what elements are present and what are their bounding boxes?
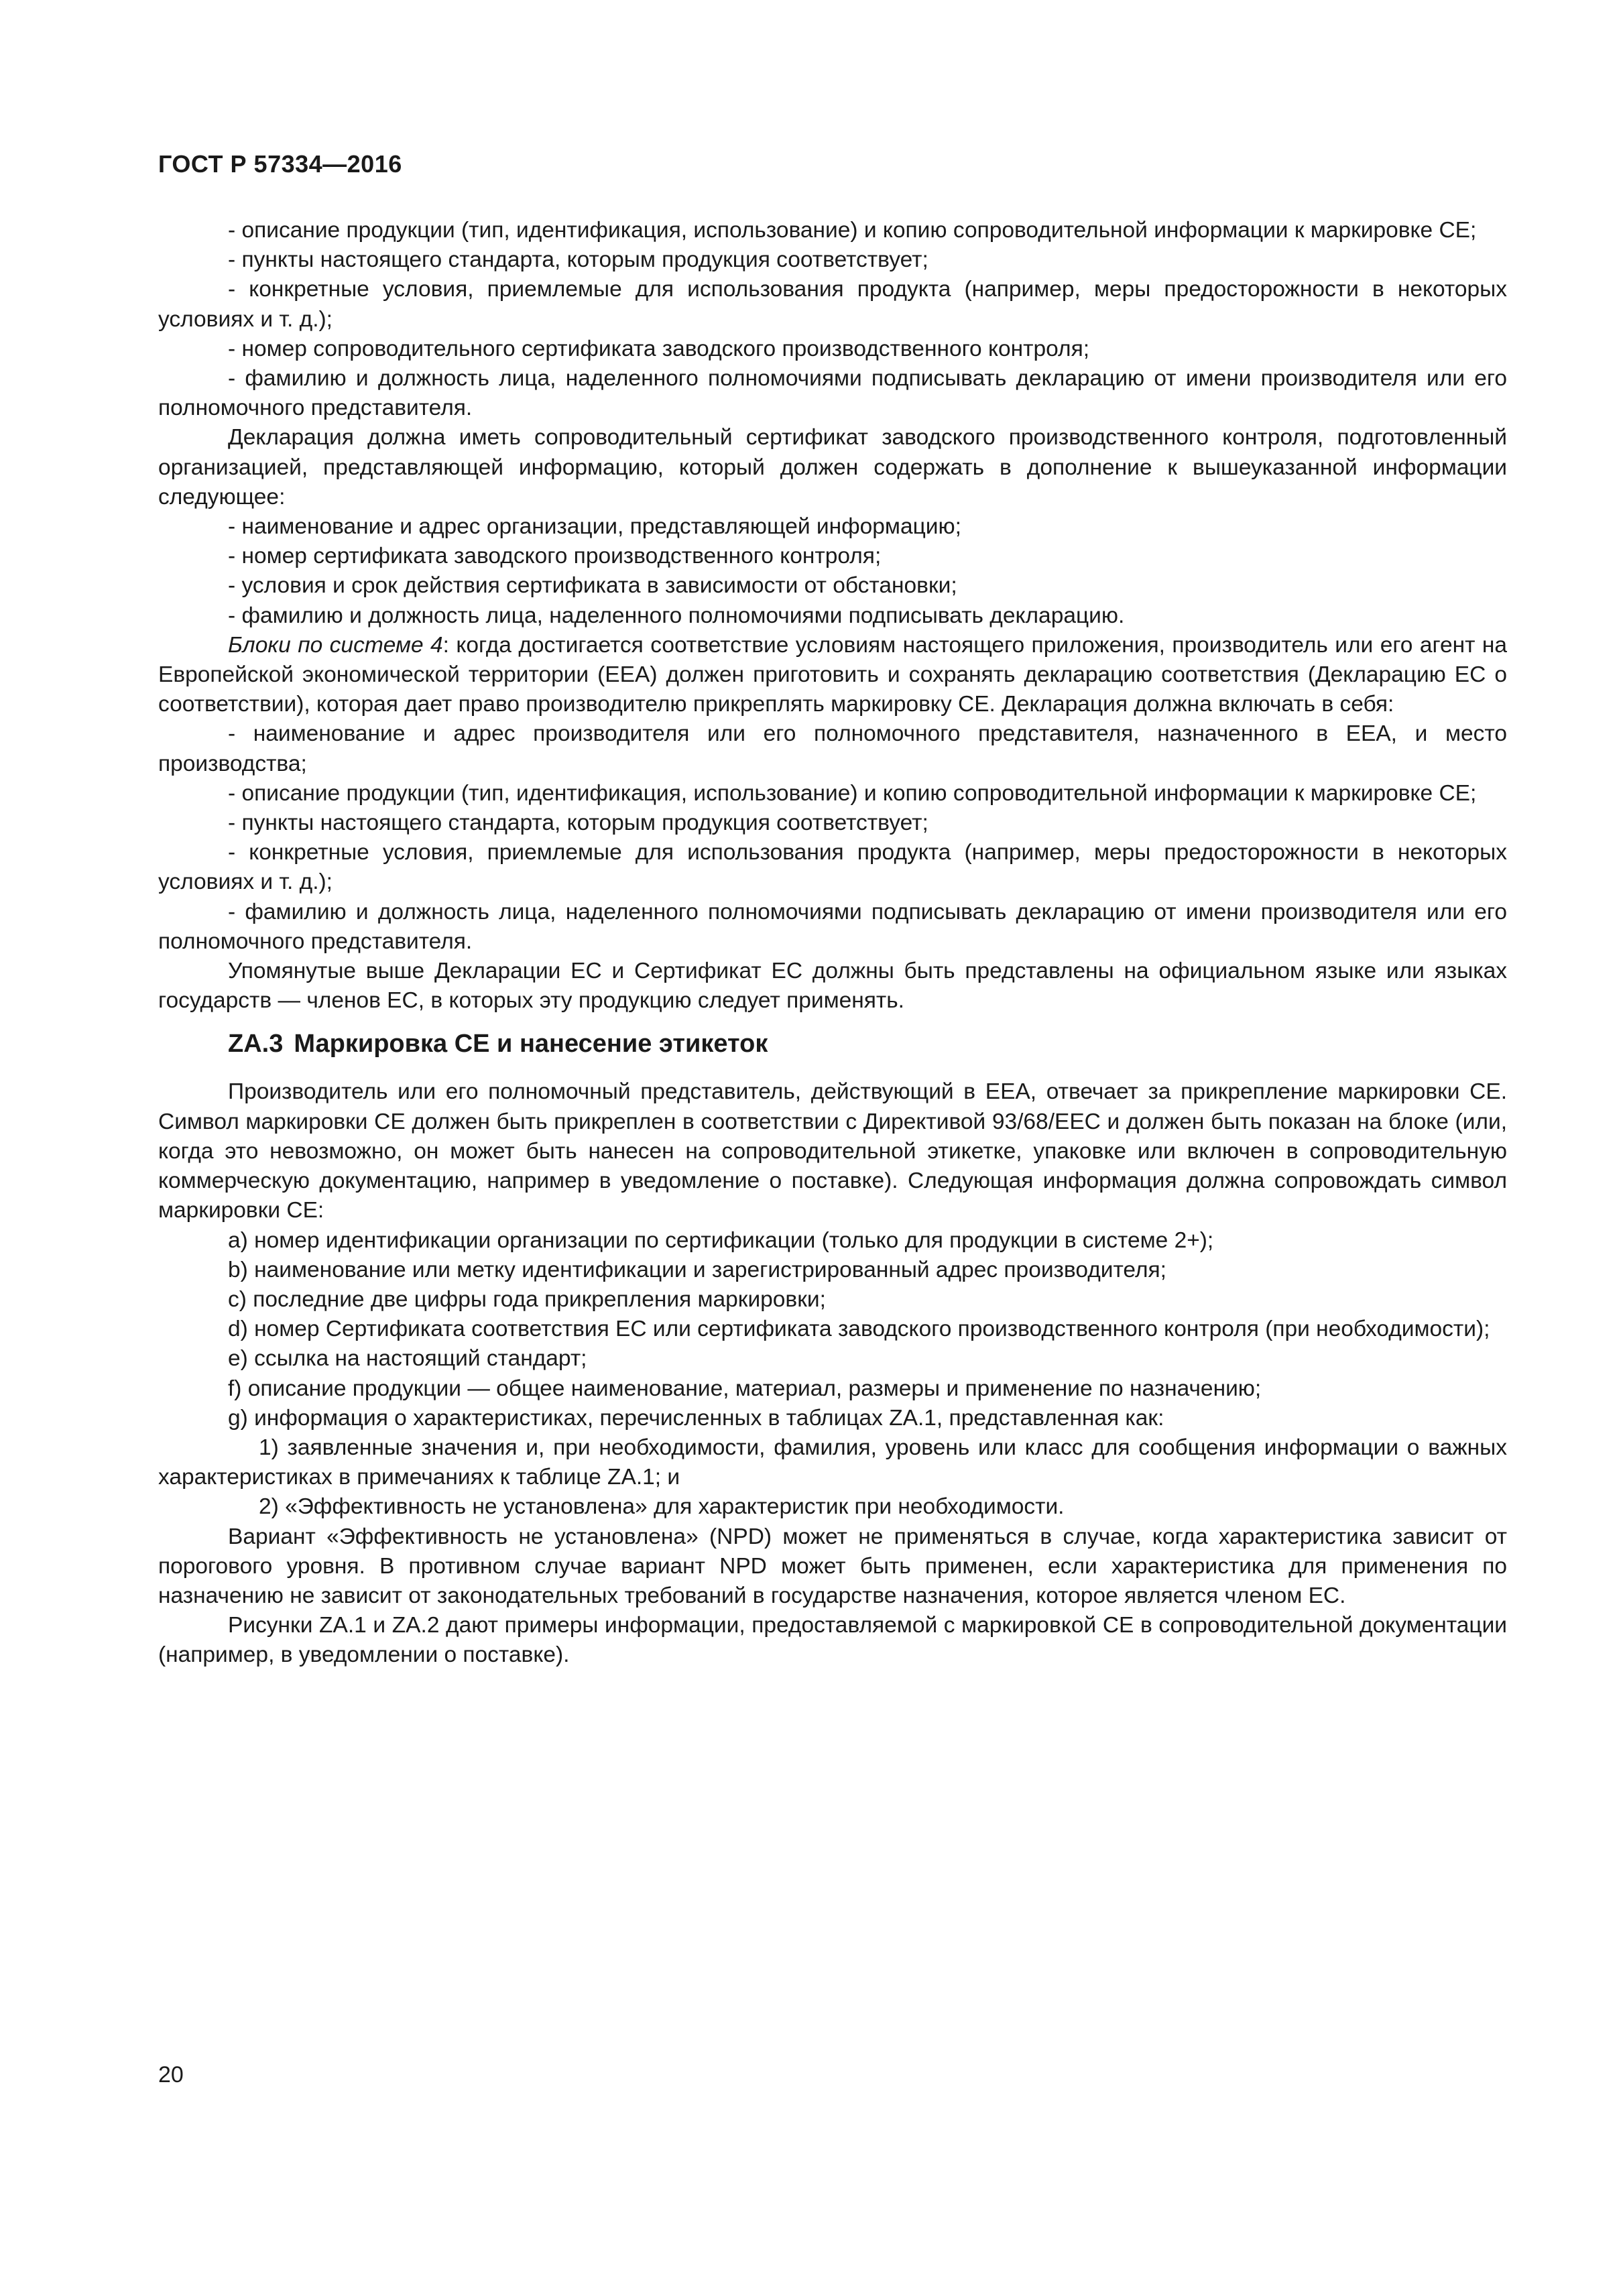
sub-item-1: 1) заявленные значения и, при необходимости, фамилия, уровень или класс для сообщения информации о важных характеристиках в примечаниях к таблице ZA.1; и <box>158 1435 1507 1490</box>
list-item-b: b) наименование или метку идентификации и зарегистрированный адрес производителя; <box>228 1257 1166 1282</box>
paragraph: - пункты настоящего стандарта, которым продукция соответствует; <box>228 810 928 836</box>
paragraph: - наименование и адрес организации, представляющей информацию; <box>228 514 961 540</box>
paragraph: Декларация должна иметь сопроводительный сертификат заводского производственного контроля, подготовленный организацией, представляющей информацию, который должен содержать в дополнение к вышеуказанной информации следующее: <box>158 425 1507 509</box>
list-item-c: c) последние две цифры года прикрепления маркировки; <box>228 1286 826 1312</box>
page-number: 20 <box>158 2062 184 2088</box>
paragraph: Производитель или его полномочный представитель, действующий в EEA, отвечает за прикрепление маркировки СЕ. Символ маркировки СЕ должен быть прикреплен в соответствии с Директивой 93/68/EEC и должен быть показан на блоке (или, когда это невозможно, он может быть нанесен на сопроводительной этикетке, упаковке или включен в сопроводительную коммерческую документацию, например в уведомление о поставке). Следующая информация должна сопровождать символ маркировки СЕ: <box>158 1079 1507 1223</box>
section-number: ZA.3 <box>228 1030 284 1059</box>
document-body <box>158 216 1507 1671</box>
paragraph-system4 <box>158 631 1507 720</box>
paragraph: - номер сертификата заводского производственного контроля; <box>228 544 882 569</box>
section-title: Маркировка СЕ и нанесение этикеток <box>294 1030 768 1059</box>
paragraph: - фамилию и должность лица, наделенного полномочиями подписывать декларацию. <box>228 603 1125 628</box>
italic-lead: Блоки по системе 4 <box>228 632 443 658</box>
paragraph: - фамилию и должность лица, наделенного полномочиями подписывать декларацию от имени производителя или его полномочного представителя. <box>158 366 1507 421</box>
list-item-f: f) описание продукции — общее наименование, материал, размеры и применение по назначению; <box>228 1376 1262 1401</box>
paragraph: - номер сопроводительного сертификата заводского производственного контроля; <box>228 336 1090 361</box>
section-heading <box>158 1028 1507 1060</box>
paragraph: Упомянутые выше Декларации ЕС и Сертификат ЕС должны быть представлены на официальном языке или языках государств — членов ЕС, в которых эту продукцию следует применять. <box>158 959 1507 1014</box>
paragraph: Рисунки ZA.1 и ZA.2 дают примеры информации, предоставляемой с маркировкой СЕ в сопроводительной документации (например, в уведомлении о поставке). <box>158 1613 1507 1668</box>
list-item-a: a) номер идентификации организации по сертификации (только для продукции в системе 2+); <box>228 1227 1214 1253</box>
paragraph: - конкретные условия, приемлемые для использования продукта (например, меры предосторожности в некоторых условиях и т. д.); <box>158 840 1507 895</box>
sub-item-2: 2) «Эффективность не установлена» для характеристик при необходимости. <box>259 1494 1065 1520</box>
paragraph: - описание продукции (тип, идентификация, использование) и копию сопроводительной информации к маркировке СЕ; <box>228 780 1477 806</box>
paragraph: - условия и срок действия сертификата в зависимости от обстановки; <box>228 573 957 599</box>
paragraph: - наименование и адрес производителя или его полномочного представителя, назначенного в EEA, и место производства; <box>158 721 1507 776</box>
paragraph: - пункты настоящего стандарта, которым продукция соответствует; <box>228 247 928 273</box>
list-item-e: e) ссылка на настоящий стандарт; <box>228 1346 587 1372</box>
document-code-header: ГОСТ Р 57334—2016 <box>158 150 402 178</box>
paragraph: - описание продукции (тип, идентификация, использование) и копию сопроводительной информации к маркировке СЕ; <box>228 218 1477 243</box>
paragraph: - конкретные условия, приемлемые для использования продукта (например, меры предосторожности в некоторых условиях и т. д.); <box>158 277 1507 332</box>
paragraph: - фамилию и должность лица, наделенного полномочиями подписывать декларацию от имени производителя или его полномочного представителя. <box>158 899 1507 954</box>
paragraph: Вариант «Эффективность не установлена» (NPD) может не применяться в случае, когда характеристика зависит от порогового уровня. В противном случае вариант NPD может быть применен, если характеристика для применения по назначению не зависит от законодательных требований в государстве назначения, которое является членом ЕС. <box>158 1524 1507 1608</box>
list-item-d: d) номер Сертификата соответствия ЕС или сертификата заводского производственного контроля (при необходимости); <box>228 1317 1490 1342</box>
list-item-g: g) информация о характеристиках, перечисленных в таблицах ZA.1, представленная как: <box>228 1405 1164 1431</box>
lead-rest: : когда достигается соответствие условиям настоящего приложения, производитель или его агент на Европейской экономической территории (EEA) должен приготовить и сохранять декларацию соответствия (Декларацию ЕС о соответствии), которая дает право производителю прикреплять маркировку СЕ. Декларация должна включать в себя: <box>158 632 1507 717</box>
